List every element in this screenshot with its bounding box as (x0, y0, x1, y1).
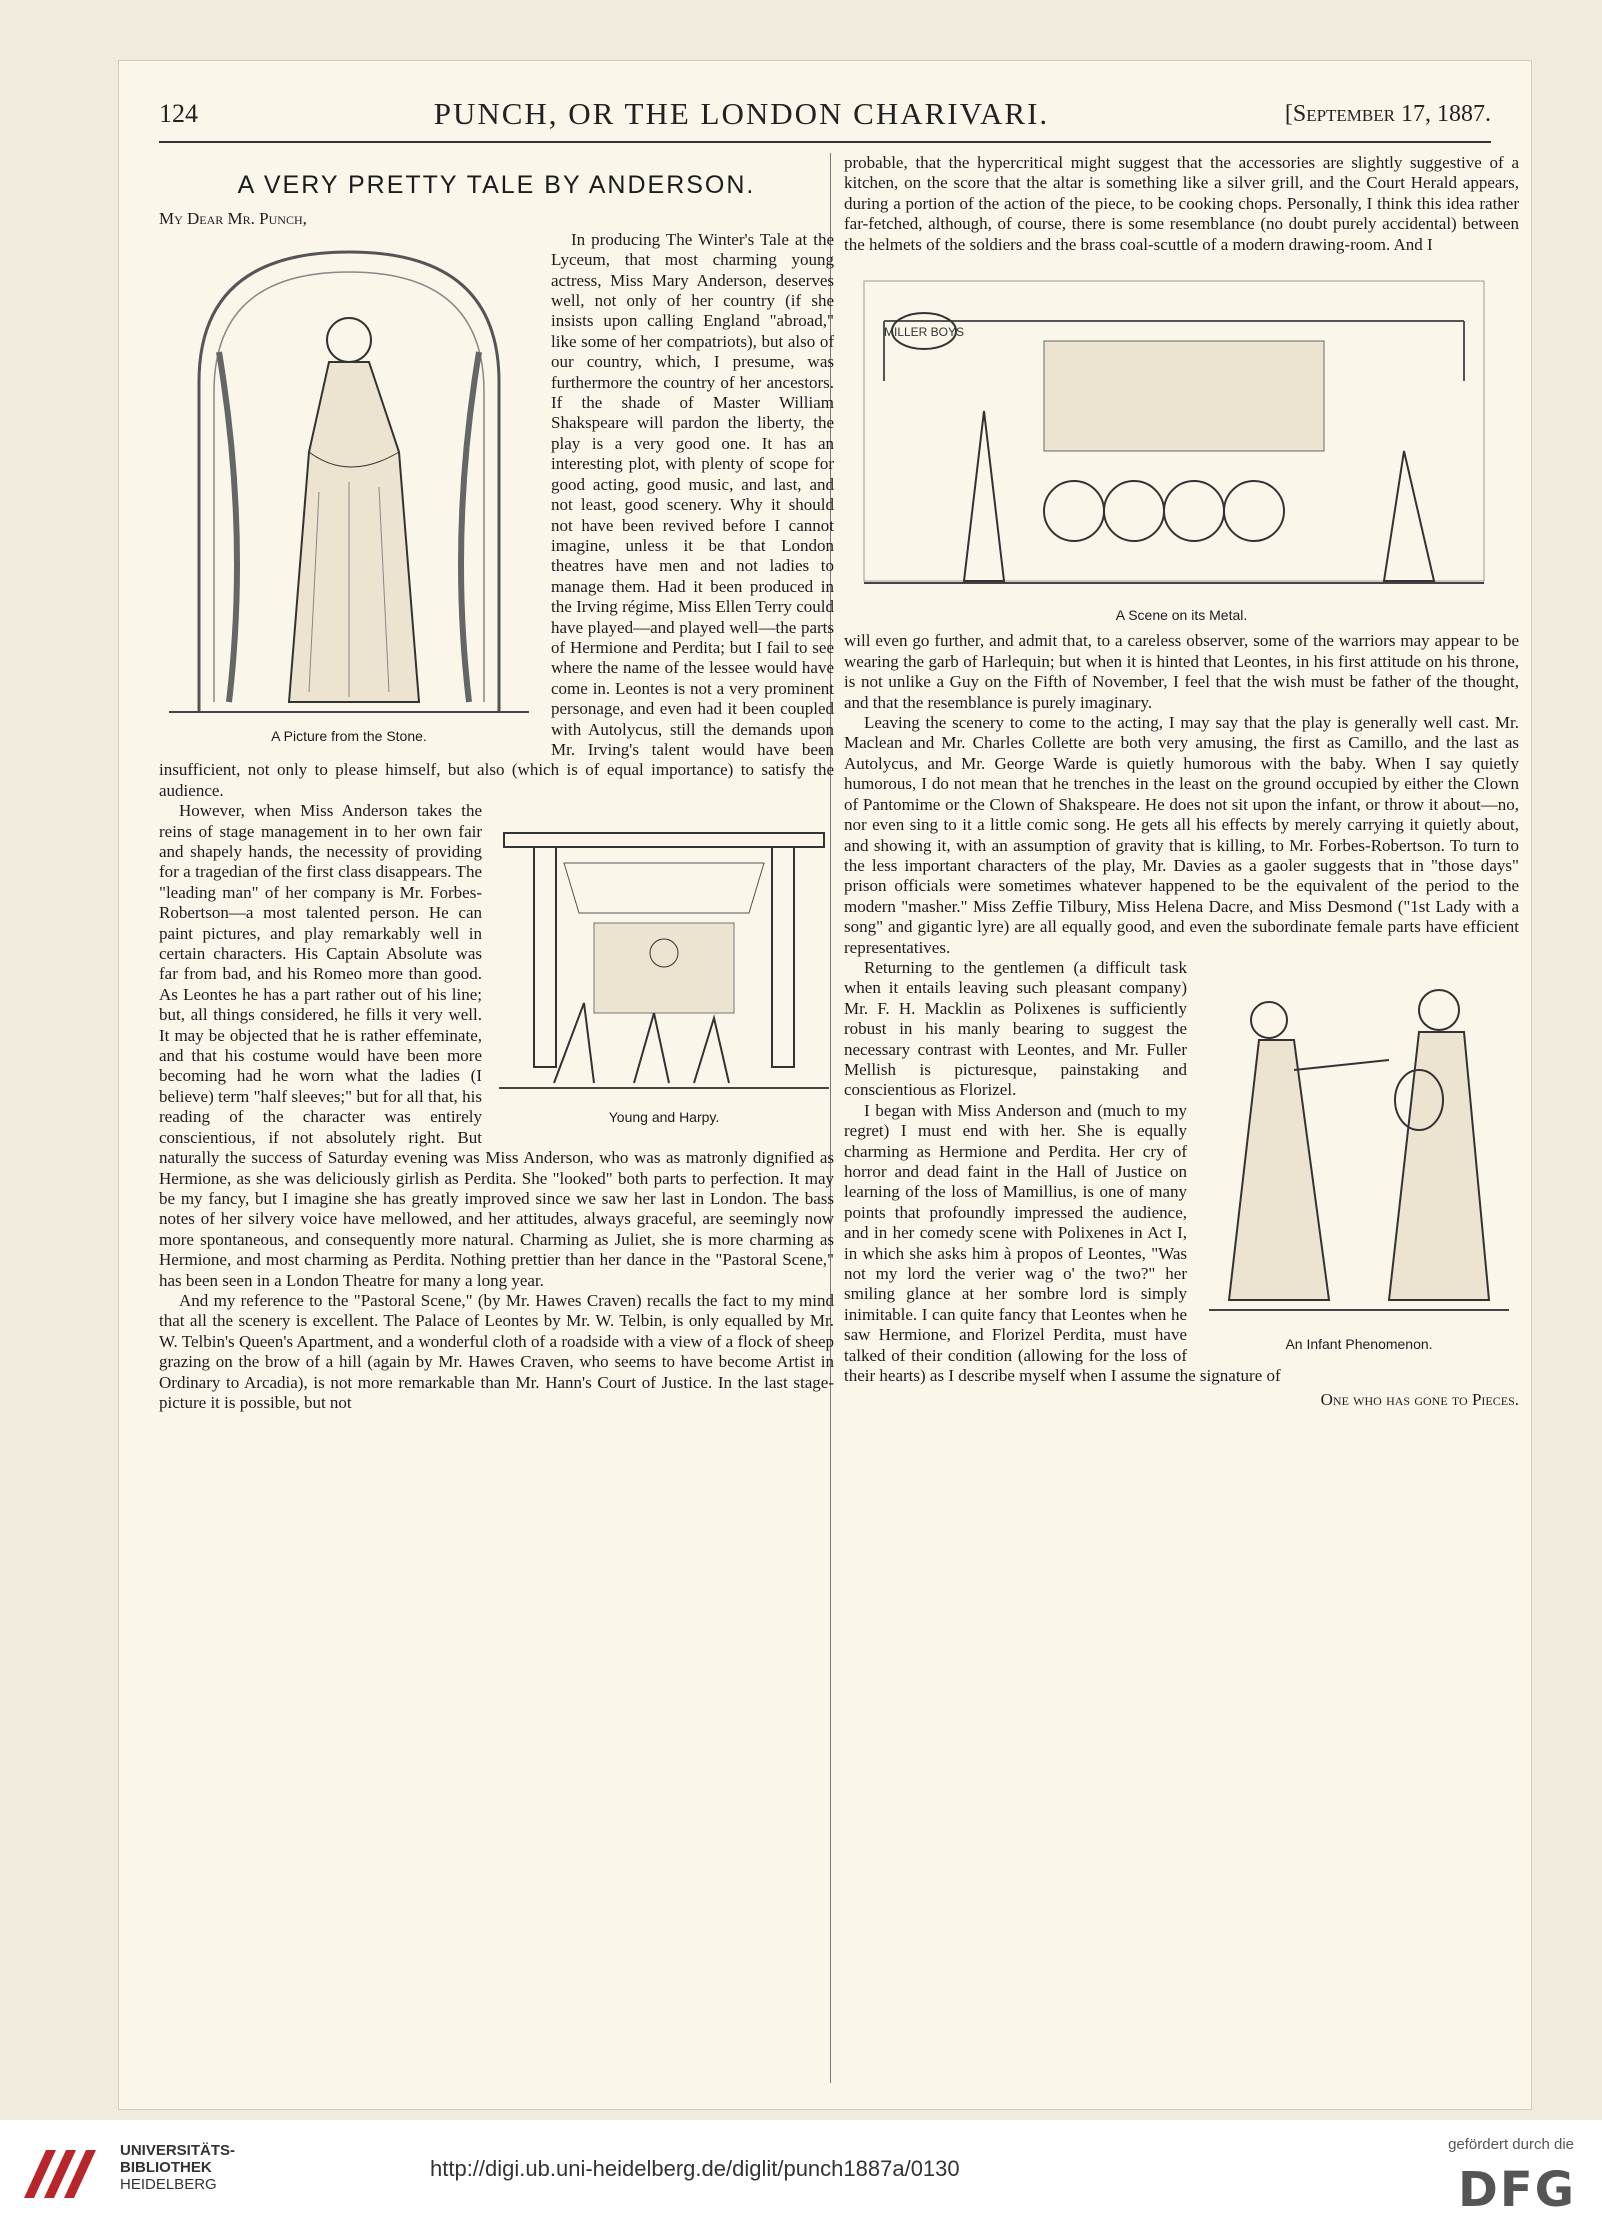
masthead-title: PUNCH, OR THE LONDON CHARIVARI. (433, 96, 1050, 131)
figure-stone (159, 232, 539, 746)
paragraph-intro: In producing The Winter's Tale at the Lyceum, that most charming young actress, Miss Mary Anderson, deserves well, not only of her country (if she insists upon calling England "abroad," like some of her compatriots), but also of our country, which, I presume, was furthermore the country of her ancestors. If the shade of Master William Shakspeare will pardon the liberty, the play is a very good one. It has an interesting plot, with plenty of scope for good acting, good music, and last, and not least, good scenery. Why it should not have been revived before I cannot imagine, unless it be that London theatres have men and not ladies to manage them. Had it been produced in the Irving régime, Miss Ellen Terry could have played—and played well—the parts of Hermione and Perdita; but I fail to see where the name of the lessee would have come in. Leontes is not a very prominent personage, and even had it been coupled with Autolycus, still the demands upon Mr. Irving's talent would have been insufficient, not only to please himself, but also (which is of equal importance) to satisfy the audience. (159, 229, 834, 800)
dfg-logo: DFG (1457, 2162, 1576, 2218)
header-rule (159, 141, 1491, 143)
caption-stone: A Picture from the Stone. (271, 727, 427, 744)
illustration-temple-stage (494, 803, 834, 1103)
paragraph-harlequin: will even go further, and admit that, to a careless observer, some of the warriors may appear to be wearing the garb of Harlequin; but when it is hinted that Leontes, in his first attitude on his throne, is not unlike a Guy on the Fifth of November, I feel that the wish must be father of the thought, and that the resemblance is purely imaginary. (844, 631, 1519, 712)
paragraph-anderson: However, when Miss Anderson takes the reins of stage management in to her own fair and shapely hands, the necessity of providing for a tragedian of the first class disappears. The "leading man" of her company is Mr. Forbes-Robertson—a most talented person. He can paint pictures, and play remarkably well in certain characters. His Captain Absolute was far from bad, and his Romeo more than good. As Leontes he has a part rather out of his line; but, all things considered, he fills it very well. It may be objected that he is rather effeminate, and that his costume would have been more becoming had he worn what the ladies (I believe) term "half sleeves;" but for all that, his reading of the character was entirely conscientious, if not absolutely right. But naturally the success of Saturday evening was Miss Anderson, who was as matronly dignified as Hermione, as she was deliciously girlish as Perdita. She "looked" both parts to perfection. It may be my fancy, but I imagine she has greatly improved since we saw her last in London. The bass notes of her silvery voice have mellowed, and her attitudes, always graceful, are seemingly now more spontaneous, and consequently more natural. Charming as Juliet, she is more charming as Hermione, and most charming as Perdita. Nothing prettier than her dance in the "Pastoral Scene," has been seen in a London Theatre for many a long year. (159, 801, 834, 1290)
salutation: My Dear Mr. Punch, (159, 209, 307, 229)
left-column (159, 153, 834, 1413)
university-library-logo-icon (16, 2144, 112, 2204)
caption-harpy: Young and Harpy. (608, 1109, 720, 1126)
paragraph-conclusion: I began with Miss Anderson and (much to my regret) I must end with her. She is equally charming as Hermione and Perdita. Her cry of horror and dead faint in the Hall of Justice on learning of the loss of Mamillius, is one of many points that profoundly impressed the audience, and in her comedy scene with Polixenes in Act I, in which she asks him à propos of Leontes, "Was not my lord the verier wag o' the two?" her smiling glance at her sombre lord is simply inimitable. I can quite fancy that Leontes when he saw Hermione, and Florizel Perdita, must have talked of their condition (allowing for the loss of their hearts) as I describe myself when I assume the signature of (844, 1100, 1281, 1386)
article-title: A VERY PRETTY TALE BY ANDERSON. (237, 171, 756, 199)
figure-harpy (494, 803, 834, 1127)
page-header (159, 91, 1491, 137)
illustration-court-scene (844, 261, 1504, 601)
figure-infant (1199, 960, 1519, 1354)
paragraph-scenery: And my reference to the "Pastoral Scene," (by Mr. Hawes Craven) recalls the fact to my mind that all the scenery is excellent. The Palace of Leontes by Mr. W. Telbin, is only equalled by Mr. W. Telbin's Queen's Apartment, and a wonderful cloth of a roadside with a view of a flock of sheep grazing on the brow of a hill (again by Mr. Hawes Craven, who seems to have become Artist in Ordinary to Arcadia), is not more remarkable than Mr. Hann's Court of Justice. In the last stage-picture it is possible, but not (159, 1290, 834, 1412)
newspaper-page (118, 60, 1532, 2110)
illustration-men-with-baby (1199, 960, 1519, 1330)
right-column (844, 153, 1519, 1411)
illustration-woman-in-robe (159, 232, 539, 722)
page-number: 124 (159, 99, 198, 128)
library-line-1: UNIVERSITÄTS- (120, 2142, 236, 2159)
paragraph-continued: probable, that the hypercritical might suggest that the accessories are slightly suggestive of a kitchen, on the score that the altar is something like a silver grill, and the Court Herald appears, during a portion of the action of the piece, to be cooking chops. Personally, I think this idea rather far-fetched, although, of course, there is some resemblance (no doubt purely accidental) between the helmets of the soldiers and the brass coal-scuttle of a modern drawing-room. And I (844, 153, 1519, 254)
caption-infant: An Infant Phenomenon. (1285, 1335, 1433, 1352)
library-line-2: BIBLIOTHEK (120, 2159, 212, 2176)
library-line-3: HEIDELBERG (120, 2176, 217, 2193)
digitization-footer (0, 2120, 1602, 2238)
permalink-url[interactable]: http://digi.ub.uni-heidelberg.de/diglit/punch1887a/0130 (430, 2156, 960, 2181)
paragraph-cast: Leaving the scenery to come to the acting, I may say that the play is generally well cast. Mr. Maclean and Mr. Charles Collette are both very amusing, the first as Camillo, and the last as Autolycus, and Mr. George Warde is quietly humorous with the baby. When I say quietly humorous, I do not mean that he trenches in the least on the ground occupied by either the Clown of Pantomime or the Clown of Shakspeare. He does not sit upon the infant, or throw it about—no, nor even sing to it a little comic song. He gets all his effects by merely carrying it quietly about, and showing it, with an assumption of gravity that is killing, to Mr. Forbes-Robertson. To turn to the less important characters of the play, Mr. Davies as a gaoler suggests that in "those days" prison officials were sometimes whatever happened to be the equivalent of the period to the modern "masher." Miss Zeffie Tilbury, Miss Helena Dacre, and Miss Desmond ("1st Lady with a song" and gigantic lyre) are all equally good, and even the subordinate female parts have efficient representatives. (844, 713, 1519, 957)
banner-text: MILLER BOYS (883, 325, 965, 340)
funding-note: gefördert durch die (1448, 2136, 1574, 2153)
figure-metal (844, 261, 1519, 625)
paragraph-gentlemen: Returning to the gentlemen (a difficult task when it entails leaving such pleasant company) Mr. F. H. Macklin as Polixenes is sufficiently robust in his manly bearing to suggest the necessary contrast with Leontes, and Mr. Fuller Mellish is picturesque, painstaking and conscientious as Florizel. (844, 957, 1187, 1100)
caption-metal: A Scene on its Metal. (1115, 607, 1248, 624)
signature: One who has gone to Pieces. (1320, 1390, 1519, 1410)
library-name (120, 2142, 235, 2193)
issue-date: [September 17, 1887. (1284, 100, 1491, 127)
